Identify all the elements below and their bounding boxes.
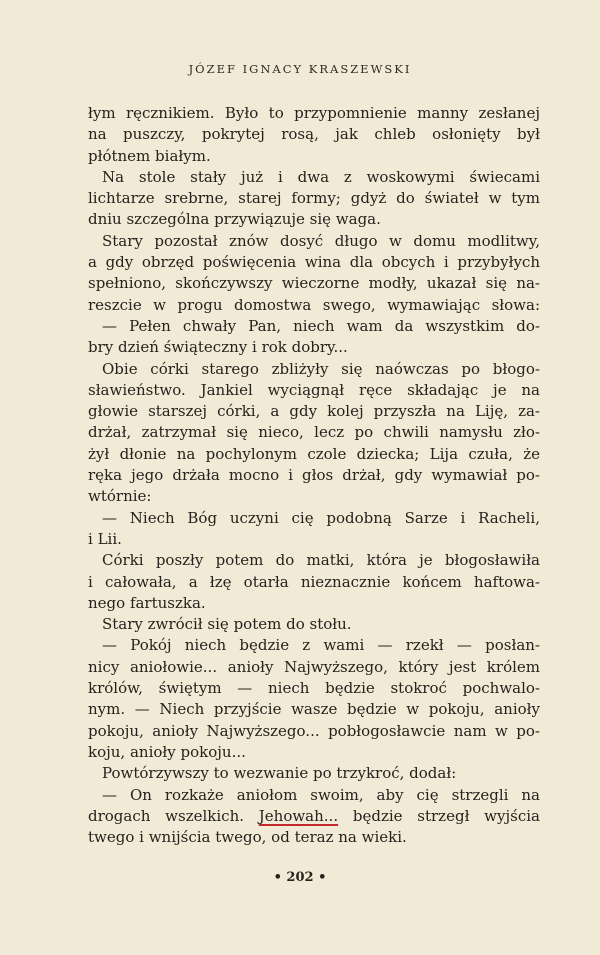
text-line: Obie córki starego zbliżyły się naówczas po błogo- xyxy=(102,359,540,378)
text-line: — Pełen chwały Pan, niech wam da wszystkim do- xyxy=(102,316,540,335)
text-line: i Lii. xyxy=(88,529,122,548)
text-line: Stary pozostał znów dosyć długo w domu modlitwy, xyxy=(102,231,540,250)
text-line: na puszczy, pokrytej rosą, jak chleb osłonięty był xyxy=(88,125,540,144)
text-line: nym. — Niech przyjście wasze będzie w pokoju, anioły xyxy=(88,700,540,719)
text-line: królów, świętym — niech będzie stokroć pochwalo- xyxy=(88,679,540,698)
text-line: Na stole stały już i dwa z woskowymi świecami xyxy=(102,167,540,186)
text-line: drogach wszelkich. Jehowah... będzie strzegł wyjścia xyxy=(88,806,540,825)
text-line: Powtórzywszy to wezwanie po trzykroć, dodał: xyxy=(102,764,457,783)
text-line: spełniono, skończywszy wieczorne modły, ukazał się na- xyxy=(88,274,540,293)
underlined-word: Jehowah... xyxy=(258,806,339,825)
page-number: • 202 • xyxy=(273,870,327,885)
text-line: płótnem białym. xyxy=(88,146,211,165)
text-line: dniu szczególna przywiązuje się waga. xyxy=(88,210,381,229)
text-line: drżał, zatrzymał się nieco, lecz po chwili namysłu zło- xyxy=(88,423,540,442)
text-line: ręka jego drżała mocno i głos drżał, gdy wymawiał po- xyxy=(88,466,540,485)
text-line: pokoju, anioły Najwyższego... pobłogosławcie nam w po- xyxy=(88,721,540,740)
text-line: sławieństwo. Jankiel wyciągnął ręce składając je na xyxy=(88,380,540,399)
text-line: głowie starszej córki, a gdy kolej przyszła na Liję, za- xyxy=(88,402,540,421)
text-line: łym ręcznikiem. Było to przypomnienie manny zesłanej xyxy=(88,104,540,122)
text-line: Stary zwrócił się potem do stołu. xyxy=(102,615,352,634)
body-text xyxy=(88,103,540,848)
text-line: reszcie w progu domostwa swego, wymawiając słowa: xyxy=(88,295,540,314)
text-line: — Niech Bóg uczyni cię podobną Sarze i Racheli, xyxy=(102,508,540,527)
text-line: twego i wnijścia twego, od teraz na wieki. xyxy=(88,828,407,847)
text-line: lichtarze srebrne, starej formy; gdyż do świateł w tym xyxy=(88,189,540,208)
text-line: żył dłonie na pochylonym czole dziecka; Lija czuła, że xyxy=(88,444,540,463)
text-line: nego fartuszka. xyxy=(88,593,206,612)
running-head: JÓZEF IGNACY KRASZEWSKI xyxy=(188,62,412,76)
text-line: i całowała, a łzę otarła nieznacznie końcem haftowa- xyxy=(88,572,540,591)
text-line: nicy aniołowie... anioły Najwyższego, który jest królem xyxy=(88,657,540,676)
text-line: bry dzień świąteczny i rok dobry... xyxy=(88,338,348,357)
text-line: koju, anioły pokoju... xyxy=(88,742,246,761)
text-line: — On rozkaże aniołom swoim, aby cię strzegli na xyxy=(102,785,540,804)
text-line: a gdy obrzęd poświęcenia wina dla obcych i przybyłych xyxy=(88,253,540,272)
text-line: Córki poszły potem do matki, która je błogosławiła xyxy=(102,551,540,570)
text-line: — Pokój niech będzie z wami — rzekł — posłan- xyxy=(102,636,540,655)
text-line: wtórnie: xyxy=(88,487,152,506)
